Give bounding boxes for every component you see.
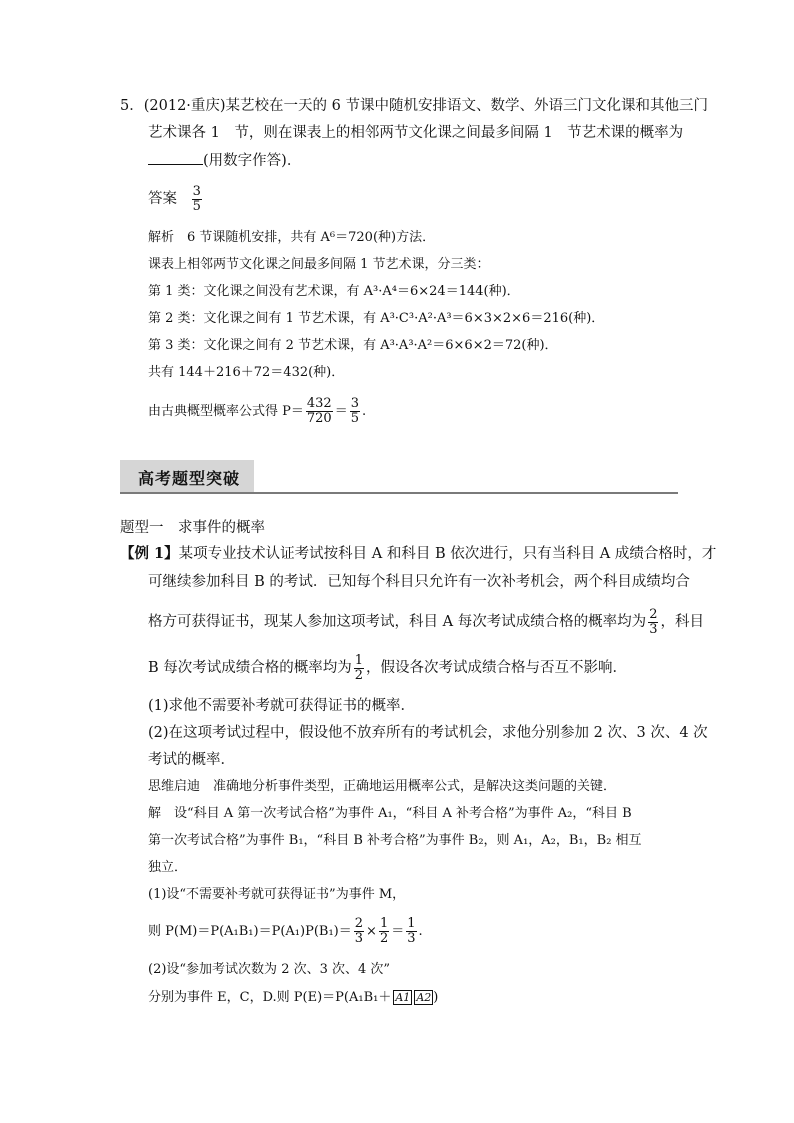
- question-2-line-2: 考试的概率．: [148, 752, 235, 768]
- example-1-line-3: 格方可获得证书，现某人参加这项考试，科目 A 每次考试成绩合格的概率均为 $\frac{2}{3}$ ，科目: [148, 606, 704, 637]
- analysis-line-2: 课表上相邻两节文化课之间最多间隔 1 节艺术课，分三类：: [148, 257, 490, 272]
- solution-line-6: (2)设“参加考试次数为 2 次、3 次、4 次”: [148, 962, 391, 977]
- section-title: 高考题型突破: [138, 469, 241, 488]
- probability-formula: 由古典概型概率公式得 P＝ $\frac{432}{720}$ ＝ $\frac{3}{5}$ .: [148, 396, 367, 426]
- boxed-term-1: A1: [395, 991, 411, 1004]
- solution-line-4: (1)设“不需要补考就可获得证书”为事件 M，: [148, 887, 406, 902]
- analysis-line-3: 第 1 类：文化课之间没有艺术课，有 A³·A⁴＝6×24＝144(种)．: [148, 284, 520, 299]
- problem-number: 5．: [120, 98, 144, 114]
- solution-line-5: 则 P(M)＝P(A₁B₁)＝P(A₁)P(B₁)＝ $\frac{2}{3}$ × $\frac{1}{2}$ ＝ $\frac{1}{3}$ .: [148, 916, 423, 946]
- answer-line: [148, 182, 204, 216]
- fraction-3-5: $\frac{3}{5}$: [350, 396, 360, 426]
- problem-text: (用数字作答)．: [203, 153, 302, 169]
- solution-line-2: 第一次考试合格”为事件 B₁，“科目 B 补考合格”为事件 B₂，则 A₁，A₂，B₁，B₂ 相互: [148, 833, 642, 848]
- solution-line-3: 独立．: [148, 860, 188, 875]
- boxed-term-2: A2: [416, 991, 432, 1004]
- example-1-line-2: 可继续参加科目 B 的考试．已知每个科目只允许有一次补考机会，两个科目成绩均合: [148, 574, 690, 590]
- answer-fraction: $\frac{3}{5}$: [192, 183, 201, 214]
- analysis-line-4: 第 2 类：文化课之间有 1 节艺术课，有 A³·C³·A²·A³＝6×3×2×6＝216(种)．: [148, 311, 605, 326]
- analysis-line-6: 共有 144＋216＋72＝432(种)．: [148, 365, 345, 380]
- fraction-1-2: $\frac{1}{2}$: [379, 916, 389, 946]
- fraction-2-3: $\frac{2}{3}$: [649, 606, 658, 637]
- example-tag: 【例 1】: [120, 545, 179, 562]
- example-1-line-1: 【例 1】某项专业技术认证考试按科目 A 和科目 B 依次进行，只有当科目 A 成绩合格时，才: [120, 545, 717, 562]
- example-1-line-4: B 每次考试成绩合格的概率均为 $\frac{1}{2}$ ，假设各次考试成绩合格与否互不影响．: [148, 652, 628, 683]
- answer-label: 答案: [148, 191, 177, 207]
- fraction-432-720: $\frac{432}{720}$: [306, 396, 332, 426]
- question-1: (1)求他不需要补考就可获得证书的概率．: [148, 698, 416, 714]
- fraction-1-3: $\frac{1}{3}$: [407, 916, 416, 946]
- fraction-1-2: $\frac{1}{2}$: [354, 652, 364, 683]
- answer-blank: [148, 150, 203, 165]
- analysis-line-1: 解析 6 节课随机安排，共有 A⁶＝720(种)方法．: [148, 230, 436, 245]
- thinking-hint: 思维启迪 准确地分析事件类型，正确地运用概率公式，是解决这类问题的关键．: [148, 779, 617, 794]
- fraction-2-3: $\frac{2}{3}$: [354, 916, 364, 946]
- analysis-line-5: 第 3 类：文化课之间有 2 节艺术课，有 A³·A³·A²＝6×6×2＝72(种)．: [148, 338, 558, 353]
- problem-5-line-3: [148, 150, 301, 171]
- problem-5-line-2: 艺术课各 1 节，则在课表上的相邻两节文化课之间最多间隔 1 节艺术课的概率为: [148, 125, 684, 141]
- question-2-line-1: (2)在这项考试过程中，假设他不放弃所有的考试机会，求他分别参加 2 次、3 次、4 次: [148, 725, 708, 741]
- problem-text: (2012·重庆)某艺校在一天的 6 节课中随机安排语文、数学、外语三门文化课和其他三门: [143, 98, 708, 114]
- solution-line-7: 分别为事件 E，C，D.则 P(E)＝P(A₁B₁＋ A1 A2 ): [148, 990, 439, 1005]
- section-header: [120, 460, 254, 492]
- problem-5-line-1: [120, 96, 708, 116]
- solution-line-1: 解 设“科目 A 第一次考试合格”为事件 A₁，“科目 A 补考合格”为事件 A₂，“科目 B: [148, 806, 632, 821]
- type-heading: 题型一 求事件的概率: [120, 520, 265, 536]
